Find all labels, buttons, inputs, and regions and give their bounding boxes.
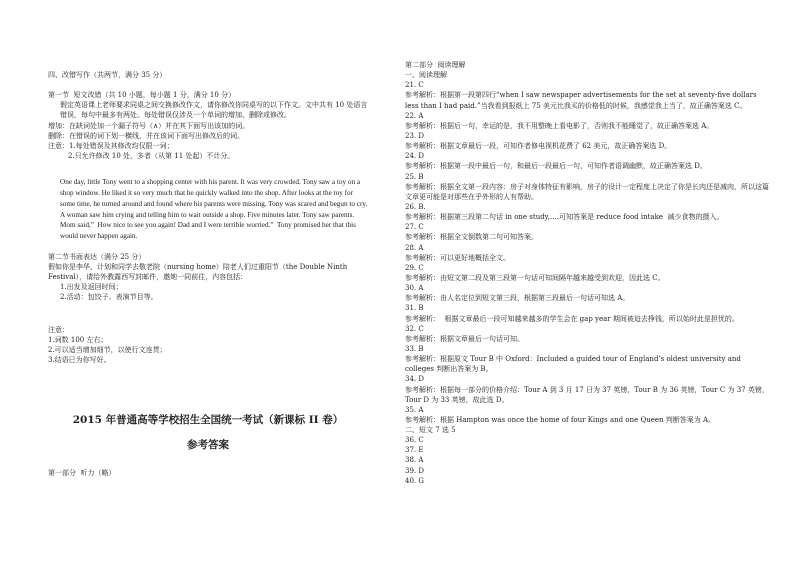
answer-line: 参考解析：根据文章最后一段，可知作者修电视机花费了 62 美元，故正确答案选 D。 <box>405 142 672 151</box>
answer-title: 参考答案 <box>187 439 229 452</box>
s2-line-2: 1.出发及返回时间； <box>60 283 123 292</box>
answer-line: 36. C <box>405 436 424 445</box>
section4-title: 四、改错写作（共两节，满分 35 分） <box>48 71 167 79</box>
sec1-title: 一、阅读理解 <box>405 71 447 80</box>
answer-line: 29. C <box>405 263 424 272</box>
answer-line: 参考解析：根据文章最后一句话可知。 <box>405 334 524 343</box>
answer-line: 26. B. <box>405 202 426 211</box>
s1-instr-main: 假定英语课上老师要求同桌之间交换修改作文，请你修改你同桌写的以下作文。文中共有 10 处语言错误，每句中最多有两处。每处错误仅涉及一个单词的增加、删除或修改。 <box>60 101 368 120</box>
passage: One day, little Tony went to a shopping center with his parent. It was very crowded. Tony saw a toy on a shop window. He liked it so very much that he quickly walked into the shop. After looks at the toy for some time, he turned around and found where his parents were missing. Tony was scared and begun to cry. A woman saw him crying and telling him to wait outside a shop. Five minutes later. Tony saw parents. Mom said,” How nice to see you again! Dad and I were terrible worried.” Tony promised her that this would never happen again. <box>60 178 369 241</box>
answer-line: 参考解析：根据原文 Tour B 中 Oxford：Included a guided tour of England’s oldest university and colleges 判断出答案为 B。 <box>405 355 744 374</box>
note-2: 2.可以适当增加细节，以使行文连贯； <box>48 345 167 354</box>
part2-title: 第二部分 阅读理解 <box>405 61 466 69</box>
answer-line: 参考解析：可以更好地概括全文。 <box>405 253 510 262</box>
left-column <box>48 70 368 478</box>
answer-line: 参考解析：由短文第二段及第三段第一句话可知间隔年越来越受到欢迎，因此选 C。 <box>405 273 665 282</box>
answer-line: 参考解析：根据第三段第二句话 in one study,….可知答案是 reduce food intake 减少食物的摄入。 <box>405 213 724 222</box>
answer-line: 二、短文 7 选 5 <box>405 426 456 435</box>
s1-instr-add: 增加：在缺词处加一个漏子符号（∧）并在其下面写出该加的词。 <box>48 121 250 130</box>
note-3: 3.结语已为你写好。 <box>48 356 111 365</box>
exam-title: 2015 年普通高等学校招生全国统一考试（新课标 II 卷） <box>72 414 344 427</box>
answer-line: 参考解析：根据后一句，幸运的是，我不用整晚上看电影了，否则我不能睡觉了，故正确答案选 A。 <box>405 121 714 130</box>
s1-instr-del: 删除：在错误的词下划一横线，并在该词下面写出修改后的词。 <box>48 131 244 140</box>
answer-line: 参考解析：根据全文第一段内容：房子对身体特征有影响，房子的设计一定程度上决定了你是长肉还是减肉，所以这篇文章更可能是对那些在乎外形的人有帮助。 <box>405 182 769 201</box>
s2-line-1: 假如你是李华，计划和同学去敬老院（nursing home）陪老人们过重阳节（the Double Ninth Festival），请给外教露西写封邮件，邀她一同前往，内容包括： <box>48 263 350 282</box>
answer-line: 35. A <box>405 405 424 414</box>
answer-line: 参考解析：根据全文倒数第二句可知答案。 <box>405 233 538 242</box>
answer-line: 参考解析：由人名定位到短文第三段，根据第三段最后一句话可知选 A。 <box>405 294 630 303</box>
answer-line: 22. A <box>405 111 424 120</box>
answer-line: 37. E <box>405 446 424 455</box>
s1-note-1: 注意：1.每处错误及其修改均仅限一词； <box>48 141 174 150</box>
answer-line: 23. D <box>405 131 424 140</box>
answer-line: 21. C <box>405 81 424 90</box>
answer-line: 40. G <box>405 476 424 485</box>
answer-line: 24. D <box>405 152 424 161</box>
answer-line: 参考解析：根据第一段第四行“when I saw newspaper advertisements for the set at seventy-five dollars less than I had paid.”当我看到报纸上 75 美元比我买的价格低的时候，我感觉我上当了，故正确答案选 C。 <box>405 91 759 110</box>
answer-line: 39. D <box>405 466 424 475</box>
answer-line: 32. C <box>405 324 424 333</box>
answer-line: 参考解析：根据每一部分的价格介绍：Tour A 到 3 月 17 日为 37 英镑，Tour B 为 36 英镑，Tour C 为 37 英镑，Tour D 为 33 英镑，故此选 D。 <box>405 385 769 404</box>
s2-line-3: 2.活动：包饺子、表演节目等。 <box>60 293 158 302</box>
s1-title: 第一节 短文改错（共 10 小题，每小题 1 分，满分 10 分） <box>48 91 236 100</box>
s1-note-2: 2.只允许修改 10 处，多者（从第 11 处起）不计分。 <box>68 151 235 160</box>
answer-line: 参考解析： 根据文章最后一段可知越来越多的学生会在 gap year 期间被迫去挣钱，所以始时此是担忧的。 <box>405 314 739 323</box>
answer-line: 25. B <box>405 172 424 181</box>
s2-title: 第二节书面表达（满分 25 分） <box>48 252 146 261</box>
notes-title: 注意： <box>48 325 69 334</box>
answer-line: 参考解析：根据 Hampton was once the home of four Kings and one Queen 判断答案为 A。 <box>405 415 716 424</box>
answer-line: 27. C <box>405 223 424 232</box>
answer-line: 28. A <box>405 243 424 252</box>
answer-line: 34. D <box>405 375 424 384</box>
note-1: 1.词数 100 左右； <box>48 335 108 344</box>
answer-line: 31. B <box>405 304 424 313</box>
part1-listening: 第一部分 听力（略） <box>48 468 116 477</box>
answers-list <box>405 80 770 486</box>
answer-line: 参考解析：根据第一段中最后一句，和最后一段最后一句，可知作者语调幽默，故正确答案选 D。 <box>405 162 707 171</box>
answer-line: 30. A <box>405 284 424 293</box>
answer-line: 33. B <box>405 344 424 353</box>
right-column <box>405 60 770 486</box>
answer-line: 38. A <box>405 456 424 465</box>
